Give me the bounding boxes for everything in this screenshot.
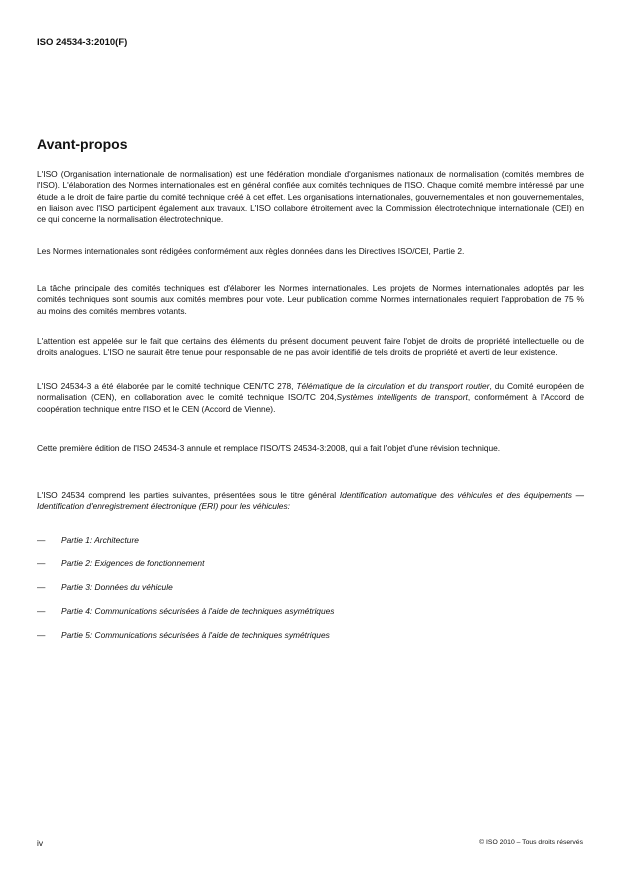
page-number: iv (37, 838, 44, 848)
list-item-text: Partie 2: Exigences de fonctionnement (61, 558, 205, 568)
committee-title: Télématique de la circulation et du transport routier (296, 381, 490, 391)
document-header: ISO 24534-3:2010(F) (37, 37, 128, 48)
paragraph-directives: Les Normes internationales sont rédigées conformément aux règles données dans les Directives ISO/CEI, Partie 2. (37, 246, 465, 256)
list-item (37, 582, 173, 593)
list-item (37, 535, 139, 546)
paragraph-edition: Cette première édition de l'ISO 24534-3 annule et remplace l'ISO/TS 24534-3:2008, qui a fait l'objet d'une révision technique. (37, 443, 501, 453)
text: , du Comité européen de normalisation (CEN), en collaboration avec le comité technique ISO/TC 204, (37, 381, 584, 403)
list-item-text: Partie 4: Communications sécurisées à l'aide de techniques asymétriques (61, 606, 335, 616)
dash: — (37, 558, 46, 568)
dash: — (37, 582, 46, 592)
paragraph-parts-intro (37, 490, 584, 513)
section-title: Avant-propos (37, 136, 128, 152)
text: L'ISO 24534-3 a été élaborée par le comité technique CEN/TC 278, (37, 381, 297, 391)
text: , conformément à l'Accord de coopération technique entre l'ISO et le CEN (Accord de Vienne). (37, 392, 584, 414)
paragraph-iso-intro: L'ISO (Organisation internationale de normalisation) est une fédération mondiale d'organismes nationaux de normalisation (comités membres de l'ISO). L'élaboration des Normes internationales est en général confiée aux comités techniques de l'ISO. Chaque comité membre intéressé par une étude a le droit de faire partie du comité technique créé à cet effet. Les organisations internationales, gouvernementales et non gouvernementales, en liaison avec l'ISO participent également aux travaux. L'ISO collabore étroitement avec la Commission électrotechnique internationale (CEI) en ce qui concerne la normalisation électrotechnique. (37, 169, 584, 225)
list-item (37, 630, 330, 641)
paragraph-technical-committees: La tâche principale des comités techniques est d'élaborer les Normes internationales. Les projets de Normes internationales adoptés par les comités techniques sont soumis aux comités membres pour vote. Leur publication comme Normes internationales requiert l'approbation de 75 % au moins des comités membres votants. (37, 283, 584, 316)
list-item-text: Partie 5: Communications sécurisées à l'aide de techniques symétriques (61, 630, 330, 640)
list-item-text: Partie 3: Données du véhicule (61, 582, 173, 592)
general-title: Identification automatique des véhicules et des équipements — Identification d'enregistrement électronique (ERI) pour les véhicules: (37, 490, 584, 512)
dash: — (37, 630, 46, 640)
copyright-notice: © ISO 2010 – Tous droits réservés (479, 839, 583, 846)
list-item-text: Partie 1: Architecture (61, 535, 139, 545)
dash: — (37, 535, 46, 545)
committee-title: Systèmes intelligents de transport (336, 392, 468, 403)
list-item (37, 558, 204, 569)
dash: — (37, 606, 46, 616)
text: L'ISO 24534 comprend les parties suivantes, présentées sous le titre général (37, 490, 340, 500)
paragraph-patent-rights: L'attention est appelée sur le fait que certains des éléments du présent document peuvent faire l'objet de droits de propriété intellectuelle ou de droits analogues. L'ISO ne saurait être tenue pour responsable de ne pas avoir identifié de tels droits de propriété et averti de leur existence. (37, 336, 584, 358)
paragraph-prepared-by (37, 381, 584, 415)
list-item (37, 606, 334, 617)
